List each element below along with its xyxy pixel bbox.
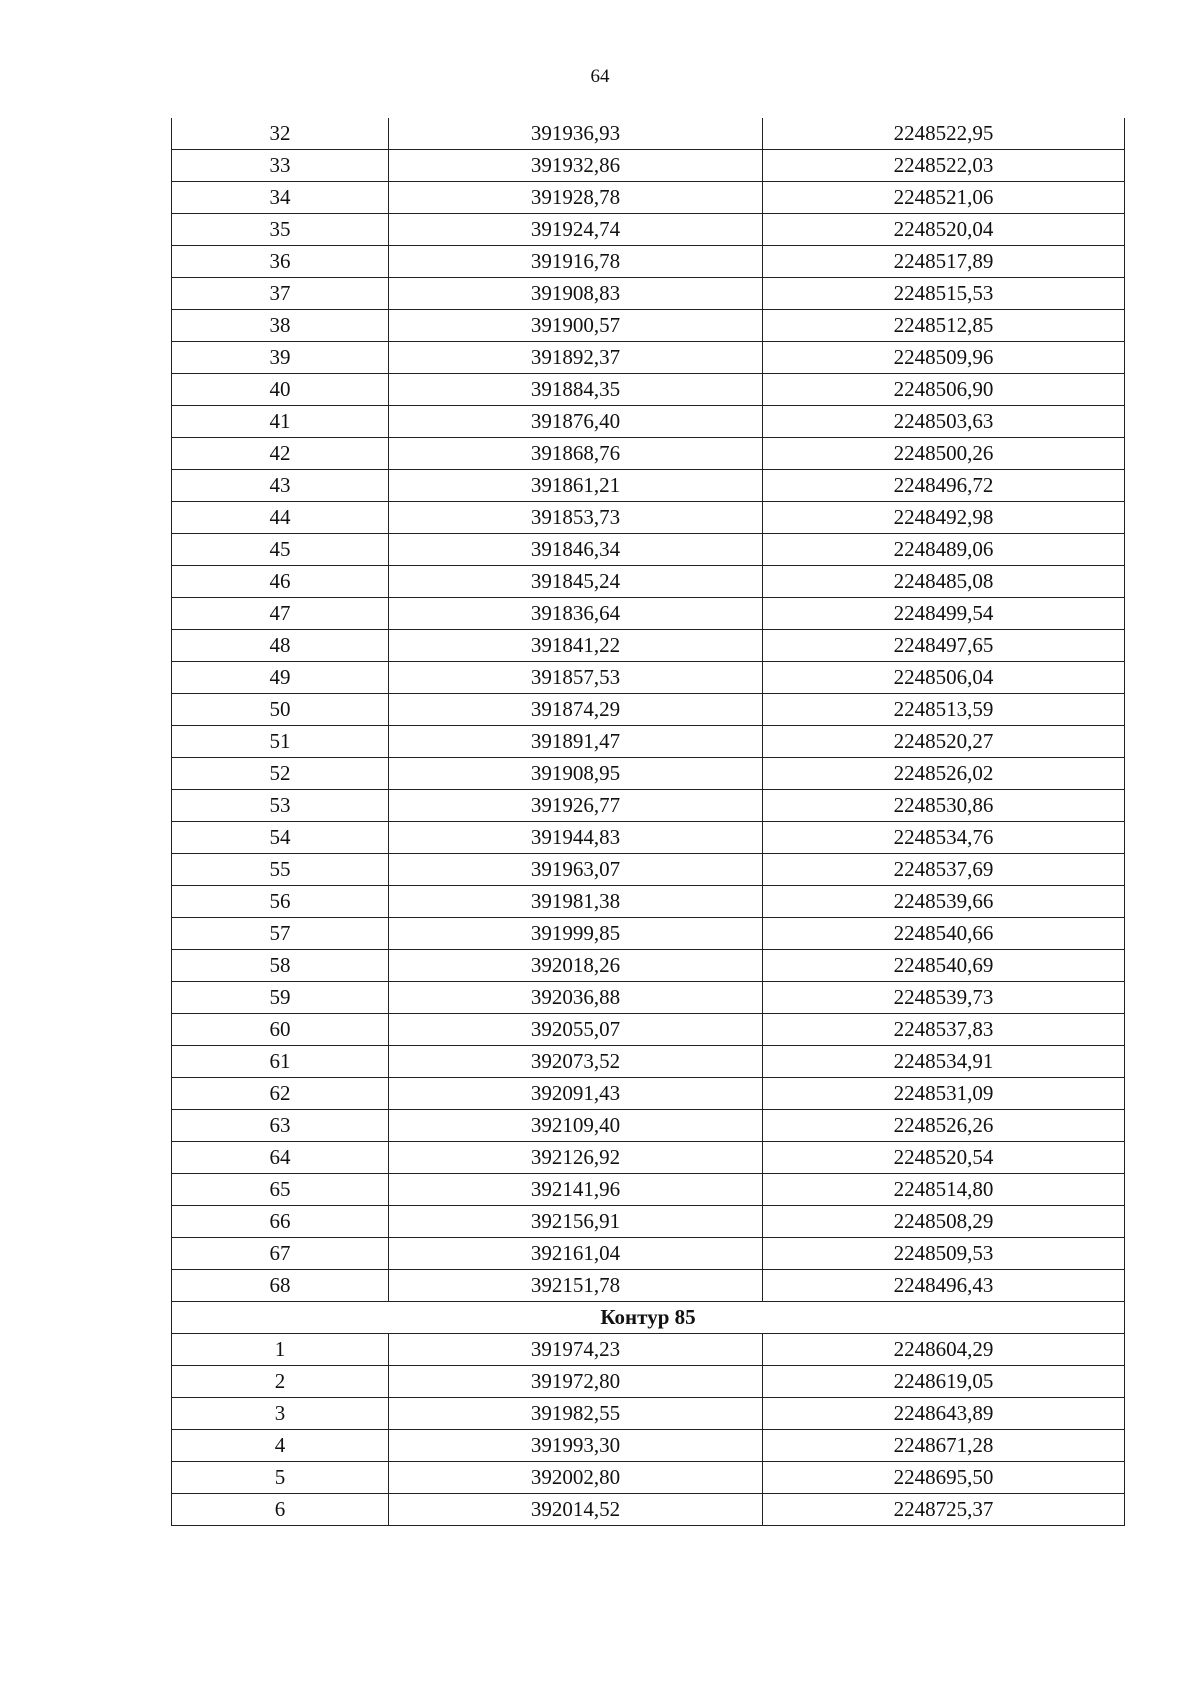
x-coordinate-cell: 391974,23 [389, 1334, 763, 1366]
x-coordinate-cell: 391944,83 [389, 822, 763, 854]
x-coordinate-cell: 391845,24 [389, 566, 763, 598]
y-coordinate-cell: 2248539,73 [763, 982, 1125, 1014]
y-coordinate-cell: 2248509,53 [763, 1238, 1125, 1270]
table-row [172, 1270, 1125, 1302]
y-coordinate-cell: 2248520,54 [763, 1142, 1125, 1174]
table-row [172, 470, 1125, 502]
y-coordinate-cell: 2248485,08 [763, 566, 1125, 598]
x-coordinate-cell: 391932,86 [389, 150, 763, 182]
x-coordinate-cell: 391916,78 [389, 246, 763, 278]
y-coordinate-cell: 2248513,59 [763, 694, 1125, 726]
point-number-cell: 67 [172, 1238, 389, 1270]
x-coordinate-cell: 391936,93 [389, 118, 763, 150]
point-number-cell: 51 [172, 726, 389, 758]
point-number-cell: 43 [172, 470, 389, 502]
point-number-cell: 44 [172, 502, 389, 534]
x-coordinate-cell: 391857,53 [389, 662, 763, 694]
point-number-cell: 6 [172, 1494, 389, 1526]
x-coordinate-cell: 391999,85 [389, 918, 763, 950]
table-row [172, 982, 1125, 1014]
y-coordinate-cell: 2248514,80 [763, 1174, 1125, 1206]
x-coordinate-cell: 392073,52 [389, 1046, 763, 1078]
table-row [172, 1174, 1125, 1206]
point-number-cell: 41 [172, 406, 389, 438]
x-coordinate-cell: 391861,21 [389, 470, 763, 502]
y-coordinate-cell: 2248540,66 [763, 918, 1125, 950]
table-row [172, 822, 1125, 854]
point-number-cell: 38 [172, 310, 389, 342]
table-row [172, 1078, 1125, 1110]
x-coordinate-cell: 391924,74 [389, 214, 763, 246]
point-number-cell: 61 [172, 1046, 389, 1078]
x-coordinate-cell: 392036,88 [389, 982, 763, 1014]
x-coordinate-cell: 391892,37 [389, 342, 763, 374]
point-number-cell: 33 [172, 150, 389, 182]
y-coordinate-cell: 2248492,98 [763, 502, 1125, 534]
y-coordinate-cell: 2248499,54 [763, 598, 1125, 630]
table-row [172, 1430, 1125, 1462]
table-row [172, 1398, 1125, 1430]
y-coordinate-cell: 2248531,09 [763, 1078, 1125, 1110]
y-coordinate-cell: 2248604,29 [763, 1334, 1125, 1366]
x-coordinate-cell: 391972,80 [389, 1366, 763, 1398]
table-row [172, 278, 1125, 310]
x-coordinate-cell: 392156,91 [389, 1206, 763, 1238]
table-row [172, 662, 1125, 694]
x-coordinate-cell: 392002,80 [389, 1462, 763, 1494]
y-coordinate-cell: 2248539,66 [763, 886, 1125, 918]
point-number-cell: 45 [172, 534, 389, 566]
y-coordinate-cell: 2248540,69 [763, 950, 1125, 982]
y-coordinate-cell: 2248496,72 [763, 470, 1125, 502]
x-coordinate-cell: 391846,34 [389, 534, 763, 566]
point-number-cell: 55 [172, 854, 389, 886]
y-coordinate-cell: 2248520,04 [763, 214, 1125, 246]
table-row [172, 918, 1125, 950]
y-coordinate-cell: 2248537,69 [763, 854, 1125, 886]
x-coordinate-cell: 391853,73 [389, 502, 763, 534]
table-row [172, 214, 1125, 246]
y-coordinate-cell: 2248725,37 [763, 1494, 1125, 1526]
x-coordinate-cell: 391963,07 [389, 854, 763, 886]
x-coordinate-cell: 391884,35 [389, 374, 763, 406]
point-number-cell: 48 [172, 630, 389, 662]
table-row [172, 342, 1125, 374]
table-row [172, 118, 1125, 150]
section-title: Контур 85 [172, 1302, 1125, 1334]
table-row [172, 694, 1125, 726]
point-number-cell: 50 [172, 694, 389, 726]
x-coordinate-cell: 392091,43 [389, 1078, 763, 1110]
point-number-cell: 54 [172, 822, 389, 854]
y-coordinate-cell: 2248521,06 [763, 182, 1125, 214]
x-coordinate-cell: 392018,26 [389, 950, 763, 982]
table-row [172, 1110, 1125, 1142]
y-coordinate-cell: 2248530,86 [763, 790, 1125, 822]
point-number-cell: 37 [172, 278, 389, 310]
x-coordinate-cell: 391876,40 [389, 406, 763, 438]
table-row [172, 374, 1125, 406]
table-row [172, 1462, 1125, 1494]
x-coordinate-cell: 391928,78 [389, 182, 763, 214]
point-number-cell: 39 [172, 342, 389, 374]
table-row [172, 1014, 1125, 1046]
point-number-cell: 57 [172, 918, 389, 950]
y-coordinate-cell: 2248534,91 [763, 1046, 1125, 1078]
point-number-cell: 36 [172, 246, 389, 278]
table-row [172, 854, 1125, 886]
y-coordinate-cell: 2248522,03 [763, 150, 1125, 182]
y-coordinate-cell: 2248695,50 [763, 1462, 1125, 1494]
section-header-row [172, 1302, 1125, 1334]
x-coordinate-cell: 391836,64 [389, 598, 763, 630]
y-coordinate-cell: 2248515,53 [763, 278, 1125, 310]
y-coordinate-cell: 2248512,85 [763, 310, 1125, 342]
x-coordinate-cell: 391874,29 [389, 694, 763, 726]
table-row [172, 534, 1125, 566]
y-coordinate-cell: 2248526,02 [763, 758, 1125, 790]
y-coordinate-cell: 2248671,28 [763, 1430, 1125, 1462]
y-coordinate-cell: 2248522,95 [763, 118, 1125, 150]
point-number-cell: 47 [172, 598, 389, 630]
x-coordinate-cell: 391841,22 [389, 630, 763, 662]
table-row [172, 1494, 1125, 1526]
table-row [172, 1238, 1125, 1270]
table-row [172, 950, 1125, 982]
point-number-cell: 63 [172, 1110, 389, 1142]
x-coordinate-cell: 391868,76 [389, 438, 763, 470]
y-coordinate-cell: 2248497,65 [763, 630, 1125, 662]
y-coordinate-cell: 2248503,63 [763, 406, 1125, 438]
coordinates-table-body [172, 118, 1125, 1526]
point-number-cell: 46 [172, 566, 389, 598]
y-coordinate-cell: 2248520,27 [763, 726, 1125, 758]
point-number-cell: 3 [172, 1398, 389, 1430]
point-number-cell: 40 [172, 374, 389, 406]
x-coordinate-cell: 392014,52 [389, 1494, 763, 1526]
y-coordinate-cell: 2248509,96 [763, 342, 1125, 374]
point-number-cell: 66 [172, 1206, 389, 1238]
y-coordinate-cell: 2248500,26 [763, 438, 1125, 470]
point-number-cell: 5 [172, 1462, 389, 1494]
point-number-cell: 62 [172, 1078, 389, 1110]
y-coordinate-cell: 2248537,83 [763, 1014, 1125, 1046]
table-row [172, 310, 1125, 342]
y-coordinate-cell: 2248506,04 [763, 662, 1125, 694]
x-coordinate-cell: 392141,96 [389, 1174, 763, 1206]
x-coordinate-cell: 392161,04 [389, 1238, 763, 1270]
table-row [172, 630, 1125, 662]
y-coordinate-cell: 2248619,05 [763, 1366, 1125, 1398]
x-coordinate-cell: 392109,40 [389, 1110, 763, 1142]
table-row [172, 1046, 1125, 1078]
x-coordinate-cell: 391993,30 [389, 1430, 763, 1462]
y-coordinate-cell: 2248496,43 [763, 1270, 1125, 1302]
y-coordinate-cell: 2248489,06 [763, 534, 1125, 566]
point-number-cell: 58 [172, 950, 389, 982]
table-row [172, 758, 1125, 790]
table-row [172, 1142, 1125, 1174]
y-coordinate-cell: 2248517,89 [763, 246, 1125, 278]
point-number-cell: 64 [172, 1142, 389, 1174]
point-number-cell: 65 [172, 1174, 389, 1206]
x-coordinate-cell: 391908,83 [389, 278, 763, 310]
y-coordinate-cell: 2248506,90 [763, 374, 1125, 406]
x-coordinate-cell: 391908,95 [389, 758, 763, 790]
table-row [172, 1206, 1125, 1238]
point-number-cell: 35 [172, 214, 389, 246]
point-number-cell: 4 [172, 1430, 389, 1462]
table-row [172, 150, 1125, 182]
point-number-cell: 2 [172, 1366, 389, 1398]
x-coordinate-cell: 391900,57 [389, 310, 763, 342]
point-number-cell: 60 [172, 1014, 389, 1046]
table-row [172, 886, 1125, 918]
x-coordinate-cell: 391981,38 [389, 886, 763, 918]
y-coordinate-cell: 2248643,89 [763, 1398, 1125, 1430]
table-row [172, 406, 1125, 438]
point-number-cell: 34 [172, 182, 389, 214]
point-number-cell: 59 [172, 982, 389, 1014]
table-row [172, 1334, 1125, 1366]
x-coordinate-cell: 392151,78 [389, 1270, 763, 1302]
table-row [172, 1366, 1125, 1398]
point-number-cell: 56 [172, 886, 389, 918]
table-row [172, 502, 1125, 534]
x-coordinate-cell: 392126,92 [389, 1142, 763, 1174]
x-coordinate-cell: 391891,47 [389, 726, 763, 758]
point-number-cell: 52 [172, 758, 389, 790]
y-coordinate-cell: 2248534,76 [763, 822, 1125, 854]
point-number-cell: 42 [172, 438, 389, 470]
y-coordinate-cell: 2248526,26 [763, 1110, 1125, 1142]
table-row [172, 790, 1125, 822]
table-row [172, 566, 1125, 598]
table-row [172, 438, 1125, 470]
point-number-cell: 68 [172, 1270, 389, 1302]
x-coordinate-cell: 391926,77 [389, 790, 763, 822]
x-coordinate-cell: 391982,55 [389, 1398, 763, 1430]
table-row [172, 182, 1125, 214]
y-coordinate-cell: 2248508,29 [763, 1206, 1125, 1238]
coordinates-table [171, 118, 1125, 1526]
point-number-cell: 1 [172, 1334, 389, 1366]
page-number: 64 [590, 66, 610, 87]
x-coordinate-cell: 392055,07 [389, 1014, 763, 1046]
table-row [172, 726, 1125, 758]
table-row [172, 598, 1125, 630]
table-row [172, 246, 1125, 278]
point-number-cell: 49 [172, 662, 389, 694]
point-number-cell: 53 [172, 790, 389, 822]
point-number-cell: 32 [172, 118, 389, 150]
